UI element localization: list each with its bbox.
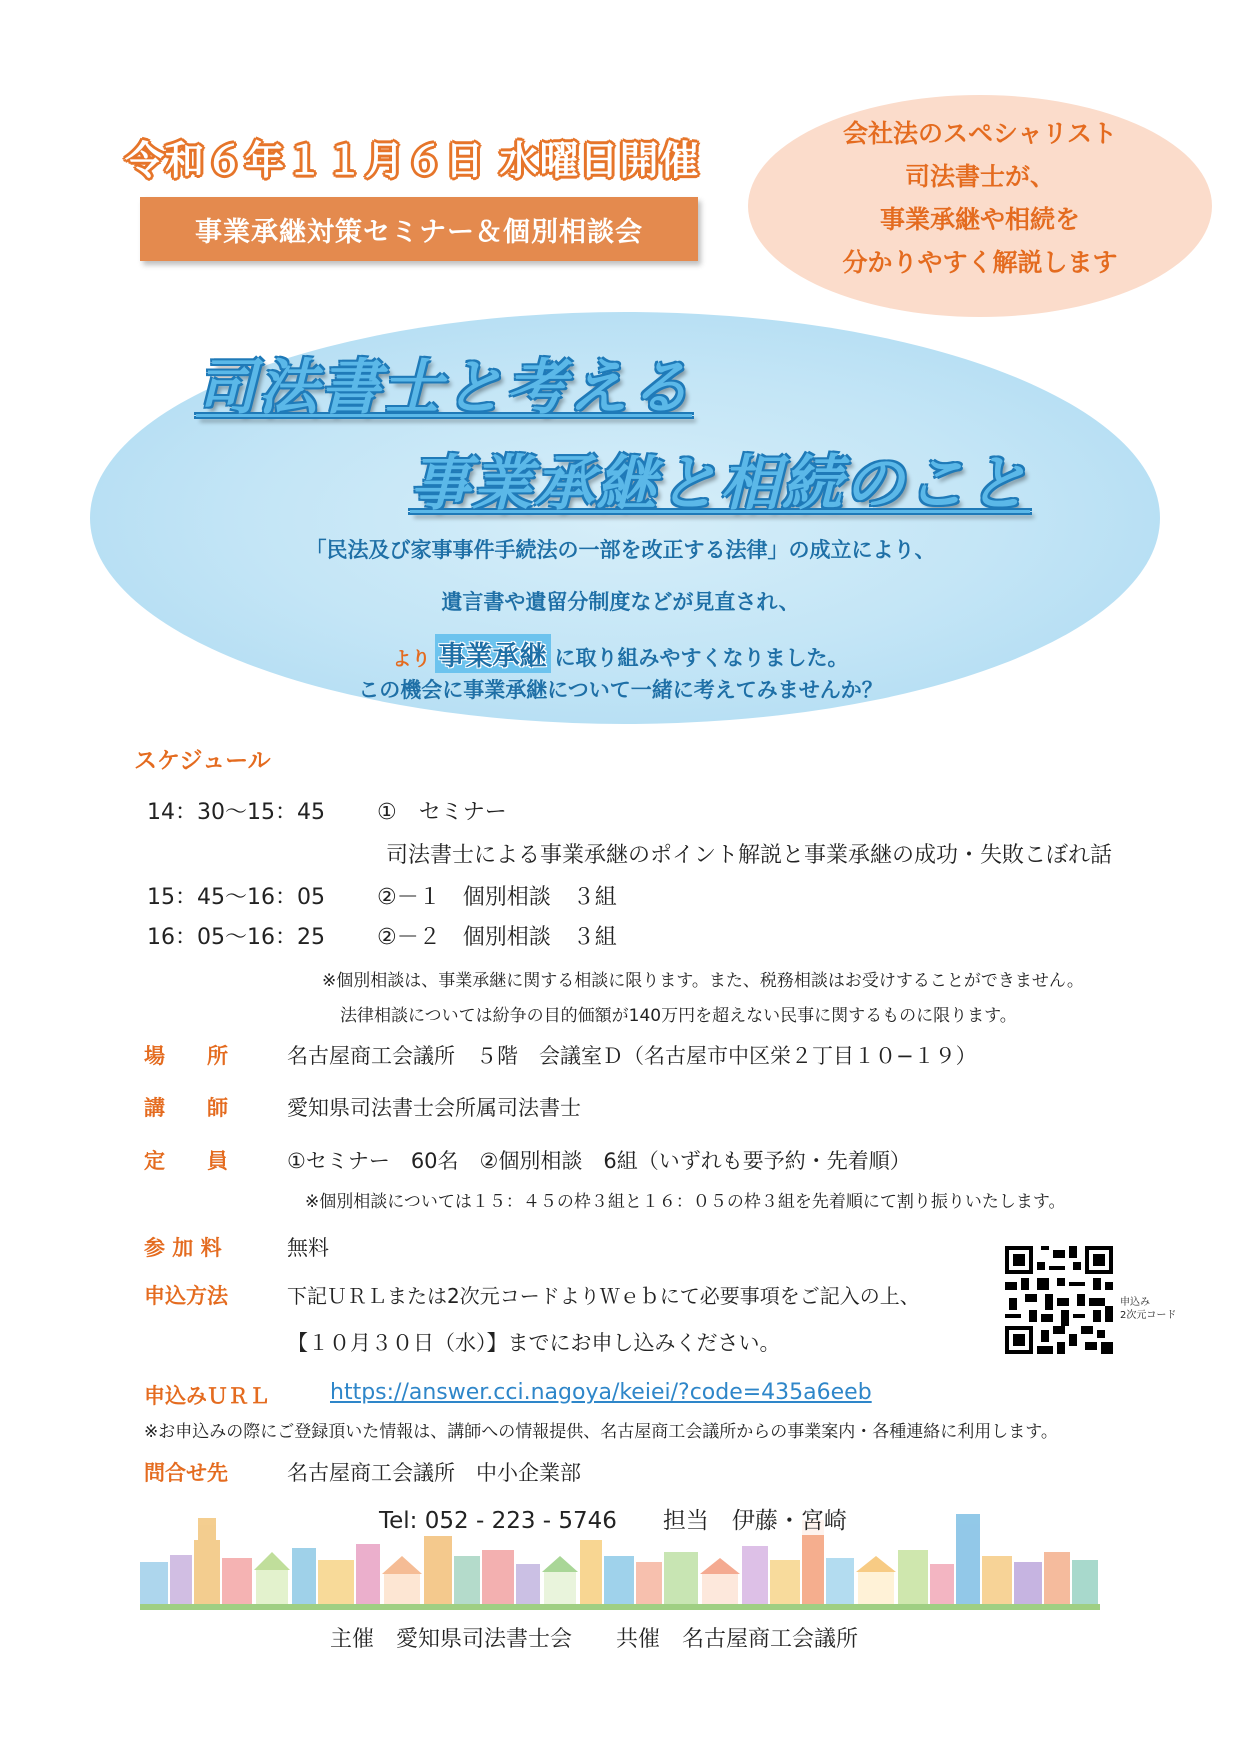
intro-suffix: に取り組みやすくなりました。 xyxy=(554,646,849,670)
main-title-line1: 司法書士と考える xyxy=(196,353,692,423)
qr-caption-line: 2次元コード xyxy=(1120,1310,1177,1321)
bubble-line: 会社法のスペシャリスト xyxy=(842,119,1117,148)
schedule-note: ※個別相談は、事業承継に関する相談に限ります。また、税務相談はお受けすることができません。 xyxy=(322,971,1084,991)
qr-caption-line: 申込み xyxy=(1120,1297,1150,1308)
apply-line2: 【１０月３０日（水）】までにお申し込みください。 xyxy=(287,1331,781,1355)
qr-code[interactable] xyxy=(1005,1246,1113,1354)
organizers: 主催 愛知県司法書士会 共催 名古屋商工会議所 xyxy=(330,1627,859,1652)
schedule-time: 15：45〜16：05 xyxy=(147,885,325,910)
apply-label: 申込方法 xyxy=(144,1284,228,1308)
intro-prefix: より xyxy=(392,648,431,670)
privacy-note: ※お申込みの際にご登録頂いた情報は、講師への情報提供、名古屋商工会議所からの事業案内・各種連絡に利用します。 xyxy=(144,1422,1058,1442)
url-label: 申込みＵＲＬ xyxy=(144,1384,270,1408)
intro-line: 遺言書や遺留分制度などが見直され、 xyxy=(441,590,800,614)
capacity-note: ※個別相談については１５：４５の枠３組と１６：０５の枠３組を先着順にて割り振りいたします。 xyxy=(305,1192,1066,1212)
tel-contact: Tel: 052 - 223 - 5746 担当 伊藤・宮崎 xyxy=(375,1502,851,1535)
application-url-link[interactable]: https://answer.cci.nagoya/keiei/?code=435a6eeb xyxy=(330,1380,872,1405)
capacity-value: ①セミナー 60名 ②個別相談 6組（いずれも要予約・先着順） xyxy=(287,1149,911,1173)
main-title-line2: 事業承継と相続のこと xyxy=(410,449,1030,519)
fee-value: 無料 xyxy=(287,1236,329,1260)
intro-line: 「民法及び家事事件手続法の一部を改正する法律」の成立により、 xyxy=(305,538,936,562)
schedule-item: ②－２ 個別相談 ３組 xyxy=(377,925,617,950)
lecturer-value: 愛知県司法書士会所属司法書士 xyxy=(287,1096,581,1120)
schedule-row xyxy=(147,795,507,826)
schedule-row xyxy=(147,920,617,951)
schedule-note: 法律相談については紛争の目的価額が140万円を超えない民事に関するものに限ります。 xyxy=(340,1006,1017,1026)
schedule-item: ②－１ 個別相談 ３組 xyxy=(377,885,617,910)
schedule-desc: 司法書士による事業承継のポイント解説と事業承継の成功・失敗こぼれ話 xyxy=(386,843,1113,868)
schedule-time: 14：30〜15：45 xyxy=(147,800,325,825)
venue-label: 場 所 xyxy=(144,1044,228,1068)
schedule-time: 16：05〜16：25 xyxy=(147,925,325,950)
seminar-banner: 事業承継対策セミナー＆個別相談会 xyxy=(140,197,698,261)
bubble-line: 分かりやすく解説します xyxy=(842,248,1118,277)
bubble-line: 事業承継や相続を xyxy=(879,205,1080,234)
intro-line: この機会に事業承継について一緒に考えてみませんか？ xyxy=(358,678,883,702)
schedule-item: ① セミナー xyxy=(377,800,507,825)
lecturer-label: 講 師 xyxy=(144,1096,228,1120)
schedule-heading: スケジュール xyxy=(134,748,271,774)
contact-value: 名古屋商工会議所 中小企業部 xyxy=(287,1461,581,1485)
intro-line-emphasis xyxy=(0,634,1241,673)
apply-line1: 下記ＵＲＬまたは2次元コードよりＷｅｂにて必要事項をご記入の上、 xyxy=(287,1284,920,1308)
qr-caption xyxy=(1120,1296,1176,1322)
capacity-label: 定 員 xyxy=(144,1149,228,1173)
event-date-headline: 令和６年１１月６日 水曜日開催 xyxy=(125,139,700,184)
contact-label: 問合せ先 xyxy=(144,1461,228,1485)
schedule-row xyxy=(147,880,617,911)
bubble-line: 司法書士が、 xyxy=(904,162,1055,191)
venue-value: 名古屋商工会議所 ５階 会議室Ｄ（名古屋市中区栄２丁目１０−１９） xyxy=(287,1044,977,1068)
intro-emphasis: 事業承継 xyxy=(435,634,551,673)
fee-label: 参 加 料 xyxy=(144,1236,222,1260)
specialist-bubble-text xyxy=(748,112,1212,284)
